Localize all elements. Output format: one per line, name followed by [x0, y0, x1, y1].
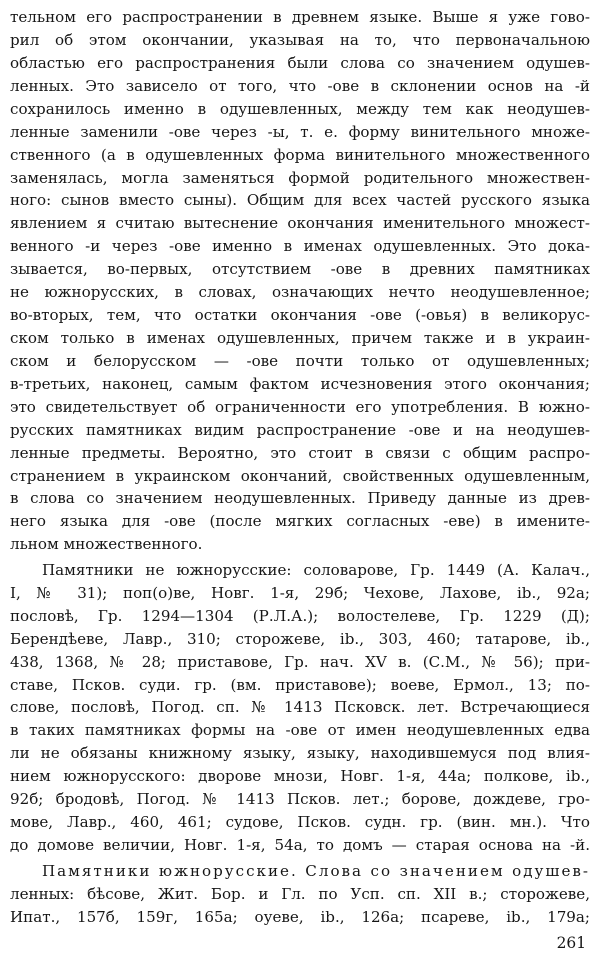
- text-line: нием южнорусского: дворове мнози, Новг. 1-я, 44а; полкове, ib.,: [10, 767, 590, 786]
- text-line: ленных: бѣсове, Жит. Бор. и Гл. по Усп. сп. XII в.; сторожеве,: [10, 884, 590, 903]
- text-line: ного: сынов вместо сыны). Общим для всех частей русского языка: [10, 191, 590, 210]
- text-line: явлением я считаю вытеснение окончания именительного множест-: [10, 214, 590, 233]
- section-heading-line: Памятники южнорусские. Слова со значением одушев-: [42, 861, 590, 880]
- text-line: русских памятниках видим распространение -ове и на неодушев-: [10, 420, 590, 439]
- text-line: Ипат., 157б, 159г, 165а; оуеве, ib., 126а; псареве, ib., 179а;: [10, 907, 590, 926]
- text-line: ленных. Это зависело от того, что -ове в склонении основ на -й: [10, 76, 590, 95]
- text-line: слове, пословѣ, Погод. сп. № 1413 Псковск. лет. Встречающиеся: [10, 698, 590, 717]
- text-line: не южнорусских, в словах, означающих нечто неодушевленное;: [10, 283, 590, 302]
- text-line: ственного (а в одушевленных форма винительного множественного: [10, 145, 590, 164]
- page-number: 261: [556, 934, 586, 952]
- text-line: венного -и через -ове именно в именах одушевленных. Это дока-: [10, 237, 590, 256]
- text-line: него языка для -ове (после мягких согласных -еве) в имените-: [10, 512, 590, 531]
- text-line: Памятники не южнорусские: соловарове, Гр. 1449 (А. Калач.,: [42, 560, 590, 579]
- text-line: пословѣ, Гр. 1294—1304 (Р.Л.А.); волостелеве, Гр. 1229 (Д);: [10, 606, 590, 625]
- text-line: ли не обязаны книжному языку, языку, находившемуся под влия-: [10, 744, 590, 763]
- text-line: заменялась, могла заменяться формой родительного множествен-: [10, 168, 590, 187]
- text-line: льном множественного.: [10, 535, 203, 554]
- text-line: ставе, Псков. суди. гр. (вм. приставове); воеве, Ермол., 13; по-: [10, 675, 590, 694]
- text-line: 438, 1368, № 28; приставове, Гр. нач. XV в. (С.М., № 56); при-: [10, 652, 590, 671]
- text-line: мове, Лавр., 460, 461; судове, Псков. судн. гр. (вин. мн.). Что: [10, 813, 590, 832]
- text-line: в таких памятниках формы на -ове от имен неодушевленных едва: [10, 721, 590, 740]
- text-line: зывается, во-первых, отсутствием -ове в древних памятниках: [10, 260, 590, 279]
- text-line: ском только в именах одушевленных, причем также и в украин-: [10, 328, 590, 347]
- text-line: Берендѣеве, Лавр., 310; сторожеве, ib., 303, 460; татарове, ib.,: [10, 629, 590, 648]
- text-line: в-третьих, наконец, самым фактом исчезновения этого окончания;: [10, 374, 590, 393]
- text-line: ленные заменили -ове через -ы, т. е. форму винительного множе-: [10, 122, 590, 141]
- text-line: в слова со значением неодушевленных. Приведу данные из древ-: [10, 489, 590, 508]
- text-line: тельном его распространении в древнем языке. Выше я уже гово-: [10, 8, 590, 26]
- text-line: странением в украинском окончаний, свойственных одушевленным,: [10, 466, 590, 485]
- text-line: до домове величии, Новг. 1-я, 54а, то домъ — старая основа на -й.: [10, 836, 590, 854]
- text-line: во-вторых, тем, что остатки окончания -ове (-овья) в великорус-: [10, 306, 590, 324]
- text-line: сохранилось именно в одушевленных, между тем как неодушев-: [10, 99, 590, 118]
- text-line: ском и белорусском — -ове почти только от одушевленных;: [10, 351, 590, 370]
- text-line: областью его распространения были слова со значением одушев-: [10, 53, 590, 72]
- text-line: рил об этом окончании, указывая на то, что первоначальною: [10, 30, 590, 49]
- text-line: ленные предметы. Вероятно, это стоит в связи с общим распро-: [10, 443, 590, 462]
- text-line: 92б; бродовѣ, Погод. № 1413 Псков. лет.; борове, дождеве, гро-: [10, 790, 590, 809]
- text-line: I, № 31); поп(о)ве, Новг. 1-я, 29б; Чехове, Лахове, ib., 92а;: [10, 583, 590, 602]
- text-line: это свидетельствует об ограниченности его употребления. В южно-: [10, 397, 590, 416]
